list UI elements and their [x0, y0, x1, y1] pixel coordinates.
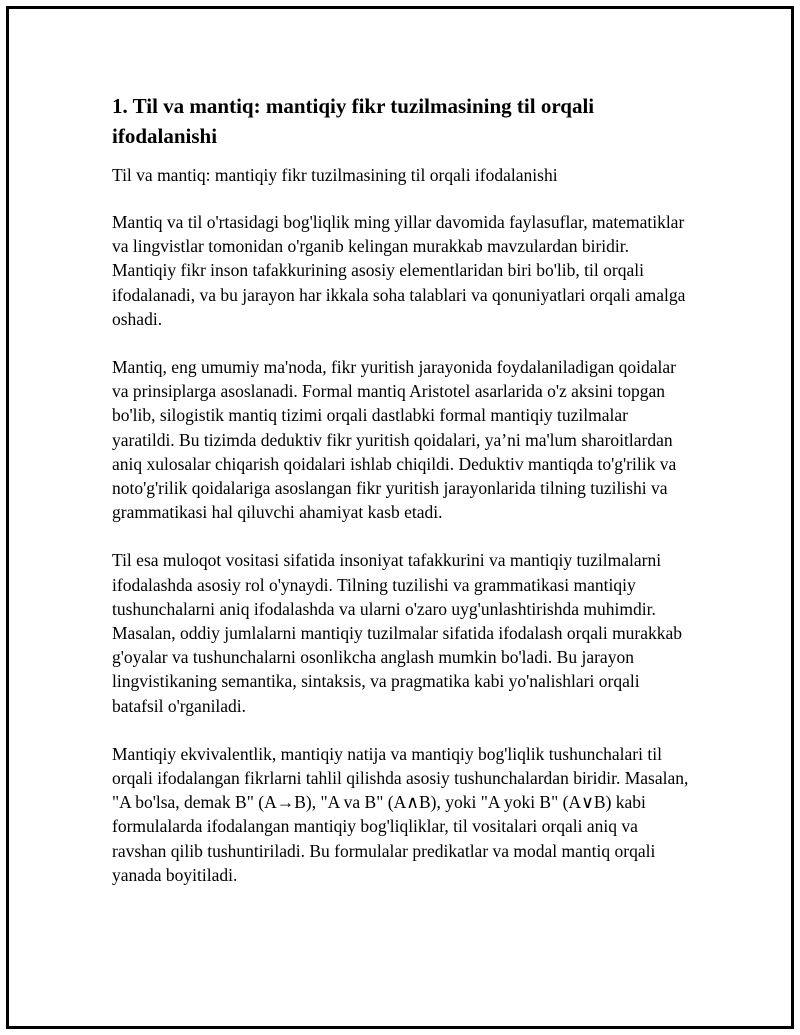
paragraph-1: Mantiq va til o'rtasidagi bog'liqlik ming yillar davomida faylasuflar, matematiklar va lingvistlar tomonidan o'rganib kelingan murakkab mavzulardan biridir. Mantiqiy fikr inson tafakkurining asosiy elementlaridan biri bo'lib, til orqali ifodalanadi, va bu jarayon har ikkala soha talablari va qonuniyatlari orqali amalga oshadi. — [112, 212, 686, 329]
document-body — [112, 91, 692, 911]
paragraph-2: Mantiq, eng umumiy ma'noda, fikr yuritish jarayonida foydalaniladigan qoidalar va prinsiplarga asoslanadi. Formal mantiq Aristotel asarlarida o'z aksini topgan bo'lib, silogistik mantiq tizimi orqali dastlabki formal mantiqiy tuzilmalar yaratildi. Bu tizimda deduktiv fikr yuritish qoidalari, ya’ni ma'lum sharoitlardan aniq xulosalar chiqarish qoidalari ishlab chiqildi. Deduktiv mantiqda to'g'rilik va noto'g'rilik qoidalariga asoslangan fikr yuritish jarayonlarida tilning tuzilishi va grammatikasi hal qiluvchi ahamiyat kasb etadi. — [112, 357, 677, 523]
section-heading: 1. Til va mantiq: mantiqiy fikr tuzilmasining til orqali ifodalanishi — [112, 94, 595, 148]
paragraph-3: Til esa muloqot vositasi sifatida insoniyat tafakkurini va mantiqiy tuzilmalarni ifodalashda asosiy rol o'ynaydi. Tilning tuzilishi va grammatikasi mantiqiy tushunchalarni aniq ifodalashda va ularni o'zaro uyg'unlashtirishda muhimdir. Masalan, oddiy jumlalarni mantiqiy tuzilmalar sifatida ifodalash orqali murakkab g'oyalar va tushunchalarni osonlikcha anglash mumkin bo'ladi. Bu jarayon lingvistikaning semantika, sintaksis, va pragmatika kabi yo'nalishlari orqali batafsil o'rganiladi. — [112, 550, 683, 716]
section-subtitle: Til va mantiq: mantiqiy fikr tuzilmasining til orqali ifodalanishi — [112, 165, 558, 185]
paragraph-4: Mantiqiy ekvivalentlik, mantiqiy natija va mantiqiy bog'liqlik tushunchalari til orqali ifodalangan fikrlarni tahlil qilishda asosiy tushunchalardan biridir. Masalan, "A bo'lsa, demak B" (A→B), "A va B" (A∧B), yoki "A yoki B" (A∨B) kabi formulalarda ifodalangan mantiqiy bog'liqliklar, til vositalari orqali aniq va ravshan qilib tushuntiriladi. Bu formulalar predikatlar va modal mantiq orqali yanada boyitiladi. — [112, 743, 689, 885]
